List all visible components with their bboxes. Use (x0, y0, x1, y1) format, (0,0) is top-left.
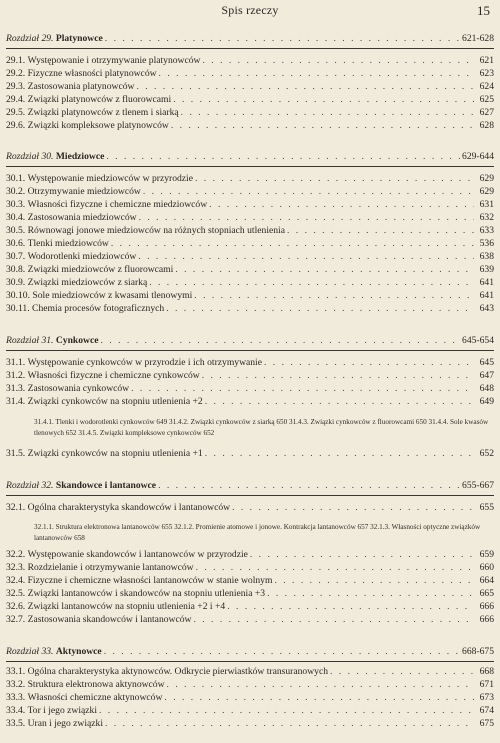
section-number: 32.5. (6, 588, 26, 599)
dot-leader (181, 106, 474, 120)
toc-entry (6, 93, 494, 107)
dot-leader (195, 172, 474, 186)
section-title: Fizyczne i chemiczne własności lantanowców w stanie wolnym (27, 575, 273, 586)
section-title: Związki platynowców z tlenem i siarką (27, 107, 179, 118)
running-head (0, 3, 500, 19)
section-number: 30.1. (6, 173, 26, 184)
toc-entry (6, 501, 494, 515)
section-page: 633 (479, 225, 494, 236)
toc-entry (6, 250, 494, 264)
section-title: Ogólna charakterystyka aktynowców. Odkrycie pierwiastków transuranowych (27, 666, 329, 677)
section-number: 31.4. (6, 396, 26, 407)
section-number: 33.1. (6, 666, 26, 677)
toc-entry (6, 276, 494, 290)
section-page: 628 (479, 120, 494, 131)
chapter-pages: 629-644 (462, 151, 494, 162)
section-page: 665 (479, 588, 494, 599)
dot-leader (274, 574, 474, 588)
dot-leader (250, 548, 474, 562)
dot-leader (99, 704, 474, 718)
section-title: Zastosowania platynowców (27, 81, 135, 92)
section-page: 629 (479, 173, 494, 184)
dot-leader (267, 587, 474, 601)
dot-leader (158, 479, 460, 493)
toc-entry (6, 704, 494, 718)
section-page: 621 (479, 55, 494, 66)
chapter-heading (6, 479, 494, 496)
chapter-rule (6, 350, 494, 351)
subsection-list: 31.4.1. Tlenki i wodorotlenki cynkowców 649 31.4.2. Związki cynkowców z siarką 650 31.4.3. Związki cynkowców z fluorowcami 650 31.4.4. Sole kwasów tlenowych 652 31.4.5. Związki kompleksowe cynkowców 652 (34, 418, 489, 437)
section-page: 631 (479, 199, 494, 210)
section-title: Równowagi jonowe miedziowców na różnych stopniach utlenienia (27, 225, 285, 236)
section-number: 29.5. (6, 107, 26, 118)
section-number: 30.5. (6, 225, 26, 236)
section-title: Zastosowania cynkowców (27, 383, 130, 394)
section-page: 652 (479, 448, 494, 459)
dot-leader (173, 93, 474, 107)
section-title: Związki lantanowców i skandowców na stopniu utlenienia +3 (27, 588, 266, 599)
section-page: 668 (479, 666, 494, 677)
chapter-title: Platynowce (55, 33, 103, 44)
section-page: 639 (479, 264, 494, 275)
section-number: 33.5. (6, 718, 26, 729)
section-page: 645 (479, 357, 494, 368)
section-page: 673 (479, 692, 494, 703)
toc-entry (6, 224, 494, 238)
section-title: Związki lantanowców na stopniu utlenienia +2 i +4 (27, 601, 226, 612)
toc-entry (6, 382, 494, 396)
dot-leader (167, 678, 474, 692)
section-page: 641 (479, 277, 494, 288)
section-number: 30.4. (6, 212, 26, 223)
section-page: 660 (479, 562, 494, 573)
chapter-rule (6, 48, 494, 49)
section-page: 638 (479, 251, 494, 262)
section-page: 632 (479, 212, 494, 223)
section-title: Własności fizyczne i chemiczne cynkowców (27, 370, 200, 381)
chapter-pages: 655-667 (462, 480, 494, 491)
dot-leader (106, 150, 460, 164)
dot-leader (164, 691, 474, 705)
chapter-number: Rozdział 33. (6, 646, 54, 657)
toc-entry (6, 395, 494, 409)
dot-leader (159, 67, 474, 81)
chapter-number: Rozdział 29. (6, 33, 54, 44)
chapter-number: Rozdział 32. (6, 480, 54, 491)
toc-entry (6, 211, 494, 225)
dot-leader (131, 382, 474, 396)
toc-entry (6, 67, 494, 81)
section-title: Zastosowania skandowców i lantanowców (27, 614, 192, 625)
chapter-pages: 645-654 (462, 335, 494, 346)
dot-leader (101, 334, 461, 348)
section-title: Zastosowania miedziowców (27, 212, 137, 223)
chapter-number: Rozdział 31. (6, 335, 54, 346)
section-page: 625 (479, 94, 494, 105)
section-title: Związki cynkowców na stopniu utlenienia +1 (27, 448, 203, 459)
section-title: Chemia procesów fotograficznych (32, 303, 165, 314)
section-title: Wodorotlenki miedziowców (27, 251, 137, 262)
dot-leader (105, 717, 474, 731)
section-number: 32.4. (6, 575, 26, 586)
section-title: Występowanie skandowców i lantanowców w przyrodzie (27, 549, 248, 560)
dot-leader (149, 276, 474, 290)
section-page: 655 (479, 502, 494, 513)
chapter-heading (6, 32, 494, 49)
dot-leader (202, 369, 474, 383)
subsection-list: 32.1.1. Struktura elektronowa lantanowców 655 32.1.2. Promienie atomowe i jonowe. Kontrakcja lantanowców 657 32.1.3. Własności optyczne związków lantanowców 658 (34, 523, 481, 542)
dot-leader (143, 185, 474, 199)
chapter-pages: 668-675 (462, 646, 494, 657)
section-title: Tlenki miedziowców (27, 238, 109, 249)
dot-leader (287, 224, 474, 238)
toc-entry (6, 447, 494, 461)
dot-leader (175, 263, 474, 277)
dot-leader (227, 600, 474, 614)
section-page: 649 (479, 396, 494, 407)
dot-leader (202, 54, 474, 68)
section-title: Występowanie i otrzymywanie platynowców (27, 55, 201, 66)
section-page: 666 (479, 601, 494, 612)
toc-entry (6, 54, 494, 68)
chapter-heading (6, 334, 494, 351)
toc-entry (6, 717, 494, 731)
section-number: 33.3. (6, 692, 26, 703)
toc-entry (6, 263, 494, 277)
toc-entry (6, 587, 494, 601)
section-number: 32.7. (6, 614, 26, 625)
section-number: 30.11. (6, 303, 30, 314)
section-number: 30.6. (6, 238, 26, 249)
toc-entry (6, 80, 494, 94)
section-page: 664 (479, 575, 494, 586)
section-page: 627 (479, 107, 494, 118)
section-page: 641 (479, 290, 494, 301)
section-title: Tor i jego związki (27, 705, 97, 716)
section-page: 624 (479, 81, 494, 92)
dot-leader (232, 501, 474, 515)
toc-entry (6, 600, 494, 614)
chapter-heading (6, 150, 494, 167)
dot-leader (205, 395, 474, 409)
toc-entry (6, 172, 494, 186)
section-title: Występowanie miedziowców w przyrodzie (27, 173, 193, 184)
section-page: 647 (479, 370, 494, 381)
section-number: 29.3. (6, 81, 26, 92)
toc-entry (6, 302, 494, 316)
chapter-pages: 621-628 (462, 33, 494, 44)
toc-entry (6, 356, 494, 370)
chapter-rule (6, 495, 494, 496)
section-page: 629 (479, 186, 494, 197)
toc-entry (6, 185, 494, 199)
toc-entry (6, 665, 494, 679)
toc-entry (6, 678, 494, 692)
toc-entry (6, 691, 494, 705)
chapter-title: Skandowce i lantanowce (55, 480, 157, 491)
section-title: Związki platynowców z fluorowcami (27, 94, 172, 105)
section-number: 30.10. (6, 290, 30, 301)
section-number: 31.2. (6, 370, 26, 381)
dot-leader (264, 356, 474, 370)
section-number: 33.4. (6, 705, 26, 716)
toc-entry (6, 106, 494, 120)
dot-leader (105, 32, 460, 46)
chapter-rule (6, 661, 494, 662)
section-title: Fizyczne własności platynowców (27, 68, 157, 79)
section-page: 666 (479, 614, 494, 625)
dot-leader (166, 302, 474, 316)
dot-leader (193, 613, 474, 627)
dot-leader (139, 211, 474, 225)
section-title: Związki cynkowców na stopniu utlenienia +2 (27, 396, 203, 407)
toc-entry (6, 574, 494, 588)
dot-leader (330, 665, 474, 679)
section-number: 33.2. (6, 679, 26, 690)
page-number: 15 (477, 3, 490, 18)
chapter-heading (6, 645, 494, 662)
section-page: 671 (479, 679, 494, 690)
section-title: Rozdzielanie i otrzymywanie lantanowców (27, 562, 194, 573)
section-title: Ogólna charakterystyka skandowców i lantanowców (27, 502, 231, 513)
section-title: Związki miedziowców z siarką (27, 277, 148, 288)
section-page: 675 (479, 718, 494, 729)
section-title: Występowanie cynkowców w przyrodzie i ich otrzymywanie (27, 357, 262, 368)
chapter-title: Cynkowce (55, 335, 99, 346)
dot-leader (196, 561, 474, 575)
section-title: Sole miedziowców z kwasami tlenowymi (32, 290, 193, 301)
section-number: 31.3. (6, 383, 26, 394)
toc-entry (6, 237, 494, 251)
dot-leader (171, 119, 474, 133)
section-number: 31.1. (6, 357, 26, 368)
section-title: Otrzymywanie miedziowców (27, 186, 141, 197)
section-title: Związki miedziowców z fluorowcami (27, 264, 174, 275)
dot-leader (104, 645, 460, 659)
section-page: 648 (479, 383, 494, 394)
toc-entry (6, 369, 494, 383)
toc-entry (6, 548, 494, 562)
section-number: 31.5. (6, 448, 26, 459)
section-page: 674 (479, 705, 494, 716)
section-number: 29.2. (6, 68, 26, 79)
section-title: Struktura elektronowa aktynowców (27, 679, 165, 690)
toc-entry (6, 613, 494, 627)
section-number: 32.6. (6, 601, 26, 612)
section-title: Uran i jego związki (27, 718, 103, 729)
chapter-title: Miedziowce (55, 151, 105, 162)
toc-entry (6, 289, 494, 303)
toc-entry (6, 198, 494, 212)
section-page: 623 (479, 68, 494, 79)
chapter-title: Aktynowce (55, 646, 102, 657)
dot-leader (205, 447, 474, 461)
chapter-number: Rozdział 30. (6, 151, 54, 162)
section-number: 29.4. (6, 94, 26, 105)
toc-entry (6, 119, 494, 133)
section-page: 659 (479, 549, 494, 560)
dot-leader (209, 198, 474, 212)
section-number: 32.2. (6, 549, 26, 560)
dot-leader (136, 80, 474, 94)
dot-leader (111, 237, 474, 251)
section-title: Związki kompleksowe platynowców (27, 120, 169, 131)
section-number: 30.3. (6, 199, 26, 210)
dot-leader (138, 250, 474, 264)
section-page: 643 (479, 303, 494, 314)
section-number: 30.9. (6, 277, 26, 288)
section-number: 29.6. (6, 120, 26, 131)
section-number: 29.1. (6, 55, 26, 66)
section-number: 32.3. (6, 562, 26, 573)
section-number: 30.2. (6, 186, 26, 197)
section-number: 30.8. (6, 264, 26, 275)
toc-entry (6, 561, 494, 575)
section-number: 32.1. (6, 502, 26, 513)
section-title: Własności fizyczne i chemiczne miedziowców (27, 199, 208, 210)
section-page: 536 (479, 238, 494, 249)
section-number: 30.7. (6, 251, 26, 262)
page-title: Spis rzeczy (221, 3, 279, 17)
section-title: Własności chemiczne aktynowców (27, 692, 163, 703)
chapter-rule (6, 166, 494, 167)
dot-leader (194, 289, 474, 303)
